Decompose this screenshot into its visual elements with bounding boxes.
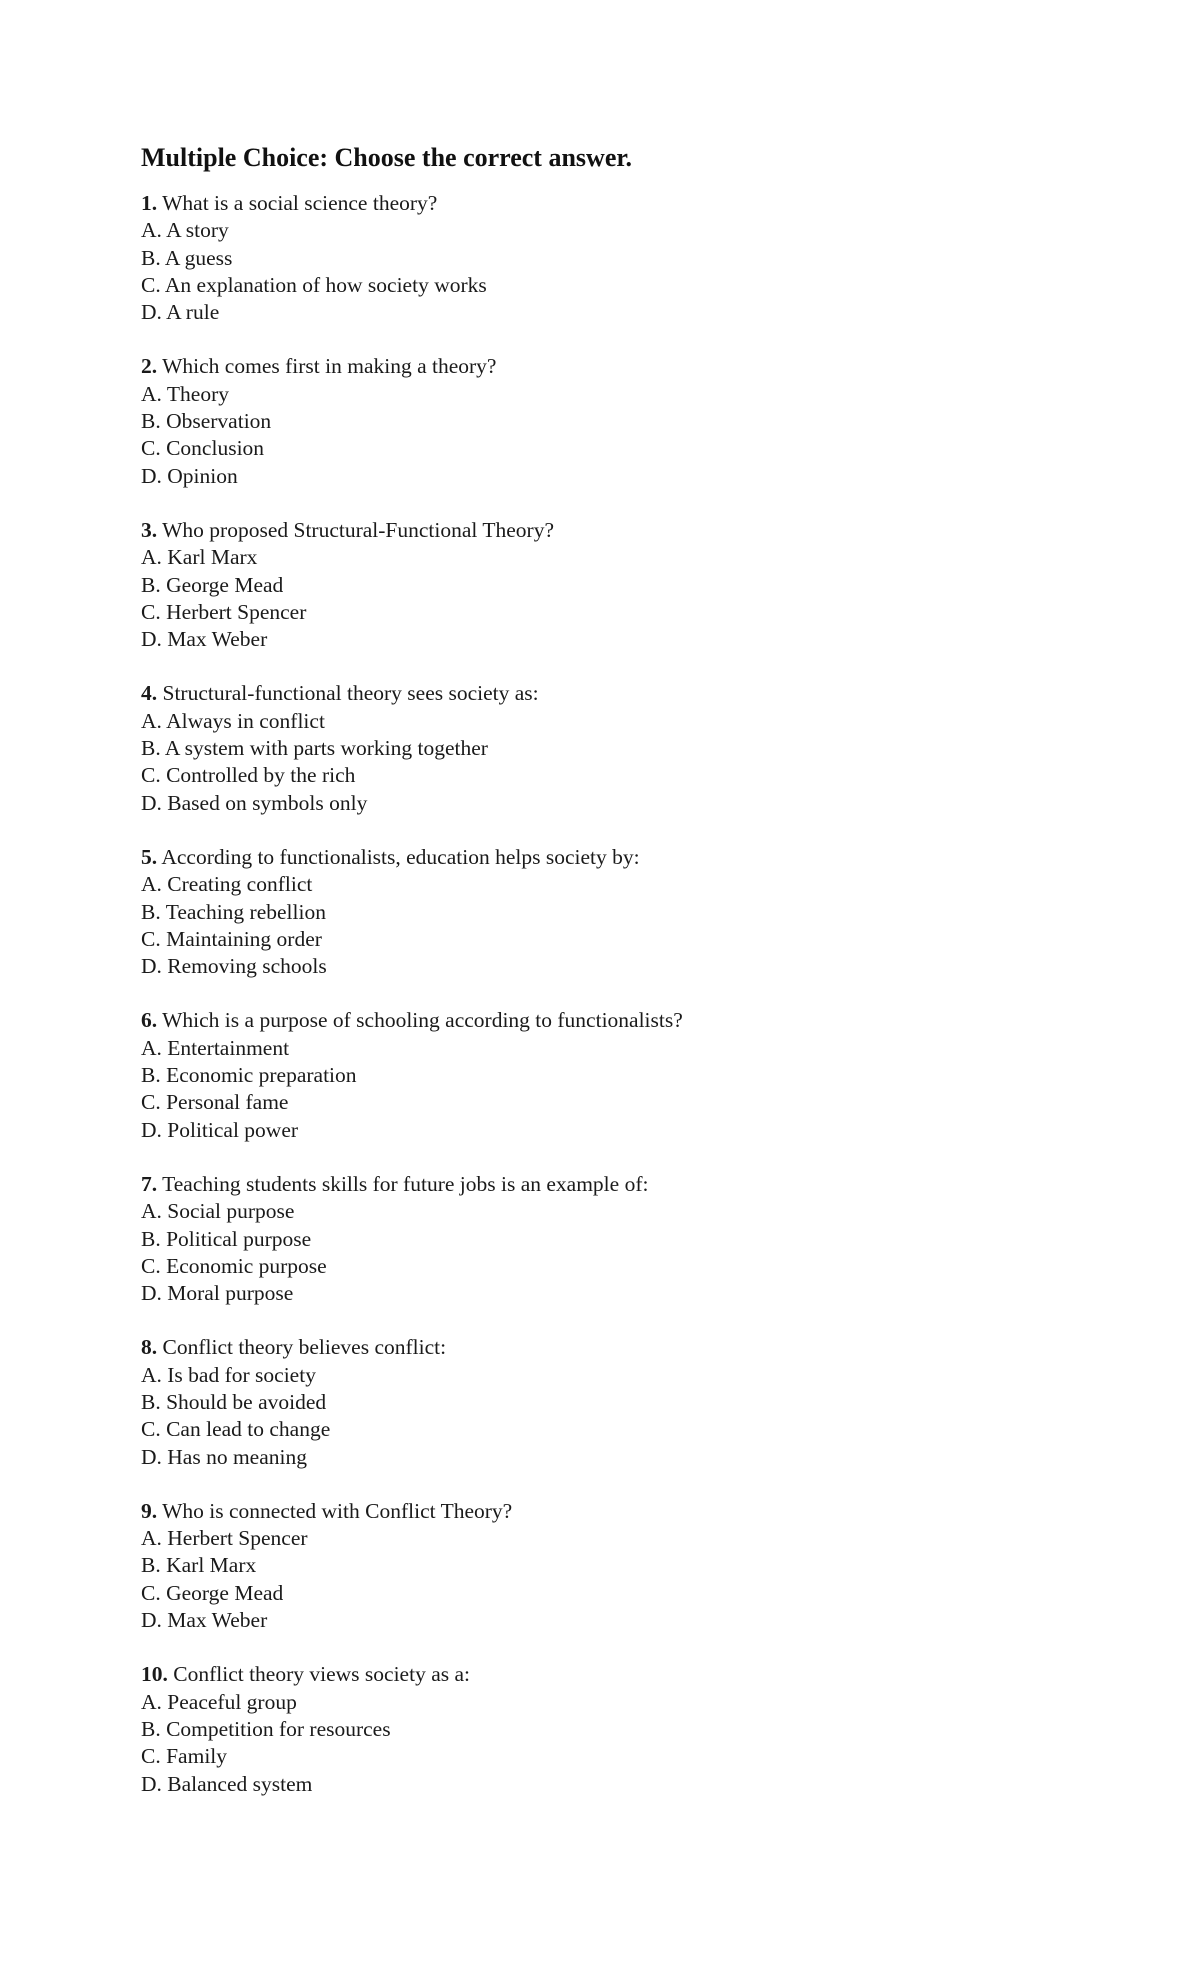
answer-option-d: D. Balanced system [141, 1771, 313, 1796]
question-2 [141, 353, 1121, 489]
question-10 [141, 1661, 1121, 1797]
answer-option-b: B. Economic preparation [141, 1063, 357, 1088]
question-prompt [141, 844, 1121, 871]
answer-option-c: C. Family [141, 1744, 228, 1769]
answer-option-c: C. Conclusion [141, 436, 265, 461]
question-prompt [141, 190, 1121, 217]
answer-option-d: D. Removing schools [141, 954, 327, 979]
answer-option-a: A. A story [141, 218, 229, 243]
question-text: Who proposed Structural-Functional Theory? [162, 517, 555, 542]
question-number: 5. [141, 844, 158, 869]
answer-option-c: C. Herbert Spencer [141, 599, 307, 624]
question-text: Conflict theory views society as a: [173, 1662, 470, 1687]
question-prompt [141, 1498, 1121, 1525]
question-8 [141, 1334, 1121, 1470]
question-number: 10. [141, 1662, 168, 1687]
answer-option-a: A. Theory [141, 381, 229, 406]
answer-option-b: B. George Mead [141, 572, 284, 597]
answer-option-a: A. Always in conflict [141, 708, 325, 733]
answer-option-d: D. Based on symbols only [141, 790, 368, 815]
answer-option-d: D. Max Weber [141, 627, 268, 652]
answer-option-d: D. Opinion [141, 463, 238, 488]
answer-option-b: B. Karl Marx [141, 1553, 257, 1578]
answer-option-d: D. Moral purpose [141, 1281, 294, 1306]
question-number: 4. [141, 681, 158, 706]
answer-option-b: B. Teaching rebellion [141, 899, 326, 924]
question-6 [141, 1007, 1121, 1143]
answer-option-a: A. Entertainment [141, 1035, 290, 1060]
answer-option-b: B. Should be avoided [141, 1389, 327, 1414]
question-text: Structural-functional theory sees society as: [162, 681, 539, 706]
answer-option-a: A. Is bad for society [141, 1362, 316, 1387]
question-4 [141, 680, 1121, 816]
question-prompt [141, 680, 1121, 707]
question-prompt [141, 1007, 1121, 1034]
question-list [141, 190, 1121, 1798]
question-prompt [141, 517, 1121, 544]
answer-option-b: B. Competition for resources [141, 1716, 391, 1741]
question-text: Teaching students skills for future jobs is an example of: [162, 1171, 649, 1196]
question-5 [141, 844, 1121, 980]
answer-option-b: B. Political purpose [141, 1226, 312, 1251]
question-text: According to functionalists, education helps society by: [161, 844, 640, 869]
answer-option-d: D. Political power [141, 1117, 299, 1142]
question-1 [141, 190, 1121, 326]
question-number: 3. [141, 517, 158, 542]
question-text: Who is connected with Conflict Theory? [162, 1498, 513, 1523]
question-number: 7. [141, 1171, 158, 1196]
question-number: 8. [141, 1335, 158, 1360]
answer-option-b: B. Observation [141, 409, 272, 434]
answer-option-c: C. Economic purpose [141, 1253, 327, 1278]
question-7 [141, 1171, 1121, 1307]
question-prompt [141, 353, 1121, 380]
answer-option-a: A. Herbert Spencer [141, 1526, 308, 1551]
answer-option-c: C. Personal fame [141, 1090, 289, 1115]
answer-option-d: D. Max Weber [141, 1608, 268, 1633]
answer-option-a: A. Creating conflict [141, 872, 313, 897]
answer-option-d: D. A rule [141, 300, 220, 325]
answer-option-c: C. Can lead to change [141, 1417, 331, 1442]
question-number: 2. [141, 354, 158, 379]
question-number: 1. [141, 191, 158, 215]
question-text: Conflict theory believes conflict: [162, 1335, 447, 1360]
answer-option-c: C. Controlled by the rich [141, 763, 356, 788]
answer-option-a: A. Peaceful group [141, 1689, 297, 1714]
question-prompt [141, 1171, 1121, 1198]
question-number: 6. [141, 1008, 158, 1033]
page-title: Multiple Choice: Choose the correct answer. [141, 143, 633, 172]
answer-option-d: D. Has no meaning [141, 1444, 307, 1469]
question-prompt [141, 1661, 1121, 1688]
question-9 [141, 1498, 1121, 1634]
question-text: What is a social science theory? [162, 191, 438, 215]
question-prompt [141, 1334, 1121, 1361]
answer-option-a: A. Social purpose [141, 1199, 295, 1224]
answer-option-c: C. An explanation of how society works [141, 272, 487, 297]
answer-option-c: C. George Mead [141, 1580, 284, 1605]
question-3 [141, 517, 1121, 653]
quiz-content [141, 138, 1121, 1825]
question-text: Which comes first in making a theory? [162, 354, 497, 379]
answer-option-a: A. Karl Marx [141, 545, 258, 570]
answer-option-c: C. Maintaining order [141, 926, 322, 951]
answer-option-b: B. A system with parts working together [141, 736, 488, 761]
question-number: 9. [141, 1498, 158, 1523]
question-text: Which is a purpose of schooling according to functionalists? [162, 1008, 683, 1033]
answer-option-b: B. A guess [141, 245, 233, 270]
